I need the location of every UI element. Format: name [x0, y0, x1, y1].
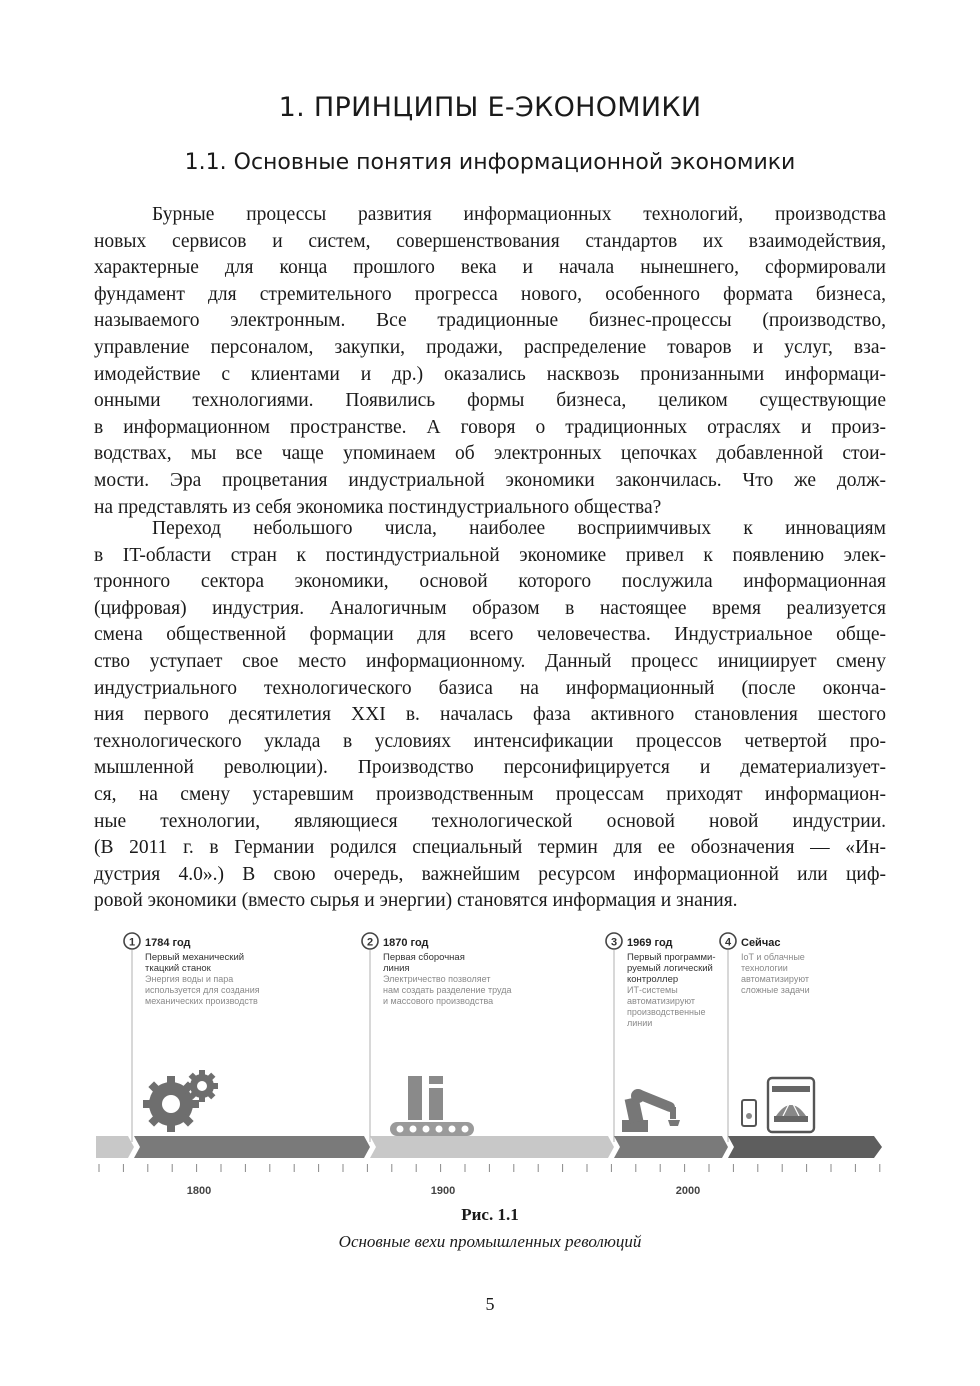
axis-label-2000: 2000: [675, 1185, 701, 1197]
milestone-3-title-line: Первый программи-: [627, 952, 716, 963]
timeline-segment-3: [614, 1136, 728, 1158]
paragraph-1-line: имодействие с клиентами и др.) оказались насквозь пронизанными информаци-: [94, 363, 886, 385]
milestone-1-title-line: Первый механический: [145, 952, 245, 963]
chapter-heading: 1. ПРИНЦИПЫ Е-ЭКОНОМИКИ: [278, 92, 702, 123]
paragraph-2-line: мышленной революции). Производство персонифицируется и дематериализует-: [94, 757, 886, 779]
paragraph-2-line: ся, на смену устаревшим производственным процессам приходят информацион-: [94, 783, 886, 805]
paragraph-2-line: тронного сектора экономики, основой которого послужила информационная: [94, 571, 886, 593]
paragraph-1-line: Бурные процессы развития информационных технологий, производства: [152, 204, 886, 225]
milestone-3-desc-line: производственные: [627, 1007, 706, 1017]
timeline-ticks: [99, 1164, 880, 1172]
paragraph-2-line: Переход небольшого числа, наиболее восприимчивых к инновациям: [152, 518, 886, 539]
milestone-2-desc-line: нам создать разделение труда: [383, 985, 512, 995]
milestone-1-title-line: ткацкий станок: [145, 963, 211, 974]
milestone-3-desc-line: линии: [627, 1018, 653, 1028]
paragraph-1-line: характерные для конца прошлого века и начала нынешнего, сформировали: [94, 257, 886, 279]
paragraph-1-line: на представлять из себя экономика постиндустриального общества?: [94, 496, 662, 518]
paragraph-1-line: онными технологиями. Появились формы бизнеса, целиком существующие: [94, 390, 886, 412]
industrial-revolutions-timeline: [96, 926, 886, 1206]
paragraph-2-line: в IT-области стран к постиндустриальной экономике привел к появлению элек-: [94, 544, 886, 566]
milestone-2-desc-line: и массового производства: [383, 996, 494, 1006]
paragraph-1-line: фундамент для стремительного прогресса нового, особенного формата бизнеса,: [94, 283, 886, 305]
axis-label-1900: 1900: [430, 1185, 456, 1197]
milestone-1-desc-line: механических производств: [145, 996, 258, 1006]
milestone-3-title-line: контроллер: [627, 974, 679, 985]
section-heading: 1.1. Основные понятия информационной экономики: [184, 150, 796, 175]
timeline-segment-1: [134, 1136, 370, 1158]
milestone-3-text: [627, 937, 716, 1028]
milestone-4-desc-line: сложные задачи: [741, 985, 810, 995]
milestone-3-desc-line: ИТ-системы: [627, 985, 678, 995]
paragraph-2-line: (В 2011 г. в Германии родился специальный термин для ее обозначения — «Ин-: [94, 837, 886, 859]
paragraph-2-line: ровой экономики (вместо сырья и энергии) становятся информация и знания.: [94, 890, 738, 912]
axis-label-1800: 1800: [186, 1185, 212, 1197]
gears-icon: [143, 1070, 218, 1132]
milestone-4-desc-line: технологии: [741, 963, 788, 973]
milestone-1-marker: [124, 933, 140, 949]
milestone-1-year: 1784 год: [145, 937, 191, 949]
milestone-2-title-line: линия: [383, 963, 410, 974]
page-number: 5: [485, 1294, 495, 1314]
figure-caption-label: Рис. 1.1: [461, 1205, 519, 1224]
milestone-3-year: 1969 год: [627, 937, 673, 949]
milestone-2-year: 1870 год: [383, 937, 429, 949]
paragraph-1-line: водствах, мы все чаще упоминаем об электронных цепочках добавленной стои-: [94, 443, 886, 465]
milestone-4-number: 4: [724, 936, 732, 949]
milestone-3-number: 3: [610, 936, 618, 949]
timeline-segment-2: [370, 1136, 614, 1158]
paragraph-2: [94, 516, 886, 915]
milestone-3-desc-line: автоматизируют: [627, 996, 695, 1006]
robot-arm-icon: [622, 1089, 680, 1132]
paragraph-2-line: дустрия 4.0».) В свою очередь, важнейшим ресурсом информационной или циф-: [94, 863, 886, 885]
milestone-4-text: [741, 937, 810, 995]
paragraph-1-line: мости. Эра процветания индустриальной экономики закончилась. Что же долж-: [94, 469, 886, 491]
paragraph-2-line: индустриального технологического базиса на информационный (после оконча-: [94, 677, 886, 699]
paragraph-2-line: ния первого десятилетия XXI в. началась фаза активного становления шестого: [94, 704, 886, 726]
milestone-4-marker: [720, 933, 736, 949]
milestone-1-text: [145, 937, 260, 1006]
paragraph-2-line: технологического уклада в условиях интенсификации процессов четвертой про-: [94, 730, 886, 752]
paragraph-1-line: называемого электронным. Все традиционные бизнес-процессы (производство,: [94, 310, 886, 332]
milestone-2-title-line: Первая сборочная: [383, 952, 465, 963]
timeline-segment-prehistory: [96, 1136, 134, 1158]
milestone-4-desc-line: IoT и облачные: [741, 952, 805, 962]
milestone-4-desc-line: автоматизируют: [741, 974, 809, 984]
milestone-3-title-line: руемый логический: [627, 963, 713, 974]
paragraph-2-line: ные технологии, являющиеся технологической основой новой индустрии.: [94, 810, 886, 832]
paragraph-1-line: в информационном пространстве. А говоря о традиционных отраслях и произ-: [94, 416, 886, 438]
paragraph-2-line: (цифровая) индустрия. Аналогичным образом в настоящее время реализуется: [94, 597, 886, 619]
timeline-segment-4: [728, 1136, 882, 1158]
milestone-1-desc-line: используется для создания: [145, 985, 260, 995]
paragraph-1: [94, 202, 886, 521]
milestone-3-marker: [606, 933, 622, 949]
milestone-2-marker: [362, 933, 378, 949]
milestone-1-number: 1: [128, 936, 136, 949]
milestone-2-text: [383, 937, 512, 1006]
milestone-2-number: 2: [366, 936, 374, 949]
milestone-4-year: Сейчас: [741, 937, 781, 949]
conveyor-icon: [390, 1076, 474, 1136]
paragraph-1-line: управление персоналом, закупки, продажи, распределение товаров и услуг, вза-: [94, 336, 886, 358]
devices-icon: [742, 1078, 814, 1132]
milestone-1-desc-line: Энергия воды и пара: [145, 974, 234, 984]
figure-caption-text: Основные вехи промышленных революций: [338, 1232, 642, 1251]
paragraph-2-line: ство уступает свое место информационному. Данный процесс инициирует смену: [94, 650, 886, 672]
paragraph-1-line: новых сервисов и систем, совершенствования стандартов их взаимодействия,: [94, 230, 886, 252]
milestone-2-desc-line: Электричество позволяет: [383, 974, 491, 984]
paragraph-2-line: смена общественной формации для всего человечества. Индустриальное обще-: [94, 624, 886, 646]
